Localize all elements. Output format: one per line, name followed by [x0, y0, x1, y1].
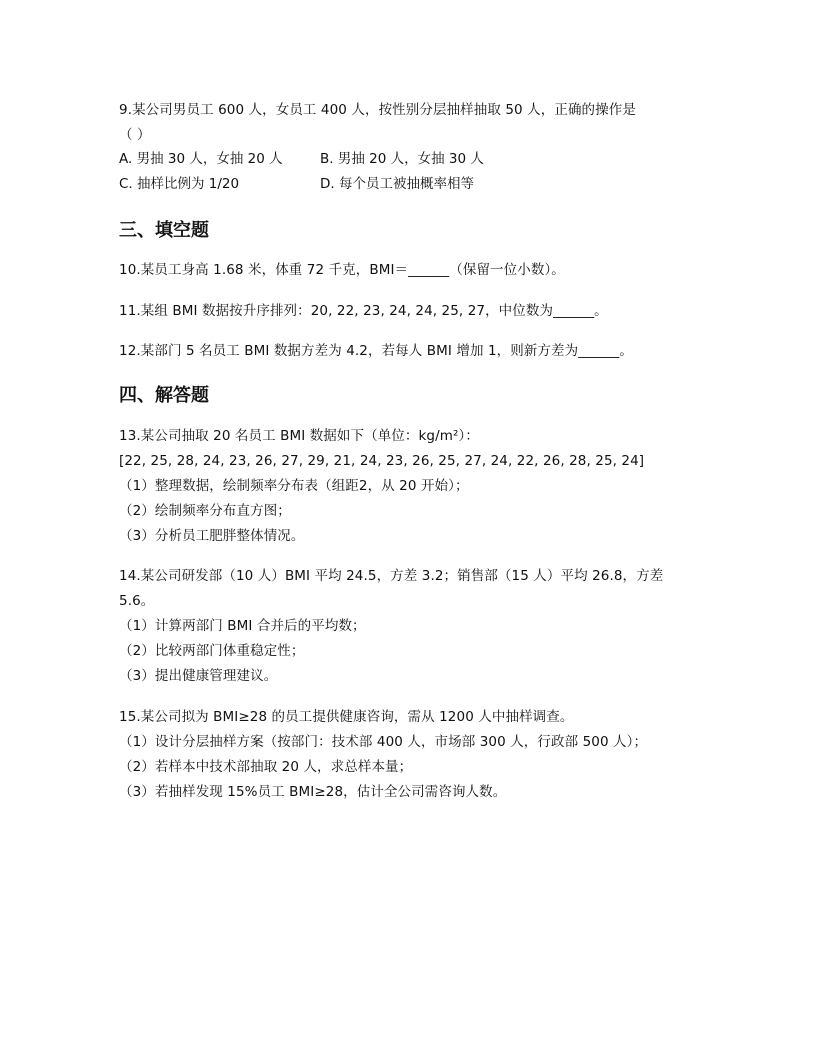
q15-part-3: （3）若抽样发现 15%员工 BMI≥28，估计全公司需咨询人数。	[119, 784, 507, 800]
q9-paren: （ ）	[119, 127, 151, 143]
q15-part-1: （1）设计分层抽样方案（按部门：技术部 400 人，市场部 300 人，行政部 500 人）；	[119, 734, 648, 750]
q14-part-2: （2）比较两部门体重稳定性；	[119, 643, 305, 659]
q9-option-d: D. 每个员工被抽概率相等	[320, 176, 474, 192]
q14-stem-cont: 5.6。	[119, 593, 155, 609]
q13-part-2: （2）绘制频率分布直方图；	[119, 503, 291, 519]
q13-data: [22, 25, 28, 24, 23, 26, 27, 29, 21, 24, 23, 26, 25, 27, 24, 22, 26, 28, 25, 24]	[119, 453, 645, 469]
q14-part-1: （1）计算两部门 BMI 合并后的平均数；	[119, 618, 366, 634]
q9-stem: 9.某公司男员工 600 人，女员工 400 人，按性别分层抽样抽取 50 人，正确的操作是	[119, 102, 636, 118]
q14-part-3: （3）提出健康管理建议。	[119, 668, 278, 684]
q9-option-a: A. 男抽 30 人，女抽 20 人	[119, 151, 283, 167]
q15-stem: 15.某公司拟为 BMI≥28 的员工提供健康咨询，需从 1200 人中抽样调查。	[119, 709, 574, 725]
q11: 11.某组 BMI 数据按升序排列：20, 22, 23, 24, 24, 25, 27，中位数为______。	[119, 303, 608, 319]
q9-option-b: B. 男抽 20 人，女抽 30 人	[320, 151, 484, 167]
q10: 10.某员工身高 1.68 米，体重 72 千克，BMI＝______（保留一位小数）。	[119, 262, 565, 278]
q13-stem: 13.某公司抽取 20 名员工 BMI 数据如下（单位：kg/m²）：	[119, 428, 479, 444]
q15-part-2: （2）若样本中技术部抽取 20 人，求总样本量；	[119, 759, 413, 775]
section-heading-answer: 四、解答题	[119, 385, 209, 406]
q13-part-1: （1）整理数据，绘制频率分布表（组距2，从 20 开始）；	[119, 478, 469, 494]
section-heading-fill-in: 三、填空题	[119, 220, 209, 241]
q13-part-3: （3）分析员工肥胖整体情况。	[119, 528, 305, 544]
q9-option-c: C. 抽样比例为 1/20	[119, 176, 240, 192]
q14-stem: 14.某公司研发部（10 人）BMI 平均 24.5，方差 3.2；销售部（15 人）平均 26.8，方差	[119, 568, 664, 584]
q12: 12.某部门 5 名员工 BMI 数据方差为 4.2，若每人 BMI 增加 1，则新方差为______。	[119, 343, 633, 359]
